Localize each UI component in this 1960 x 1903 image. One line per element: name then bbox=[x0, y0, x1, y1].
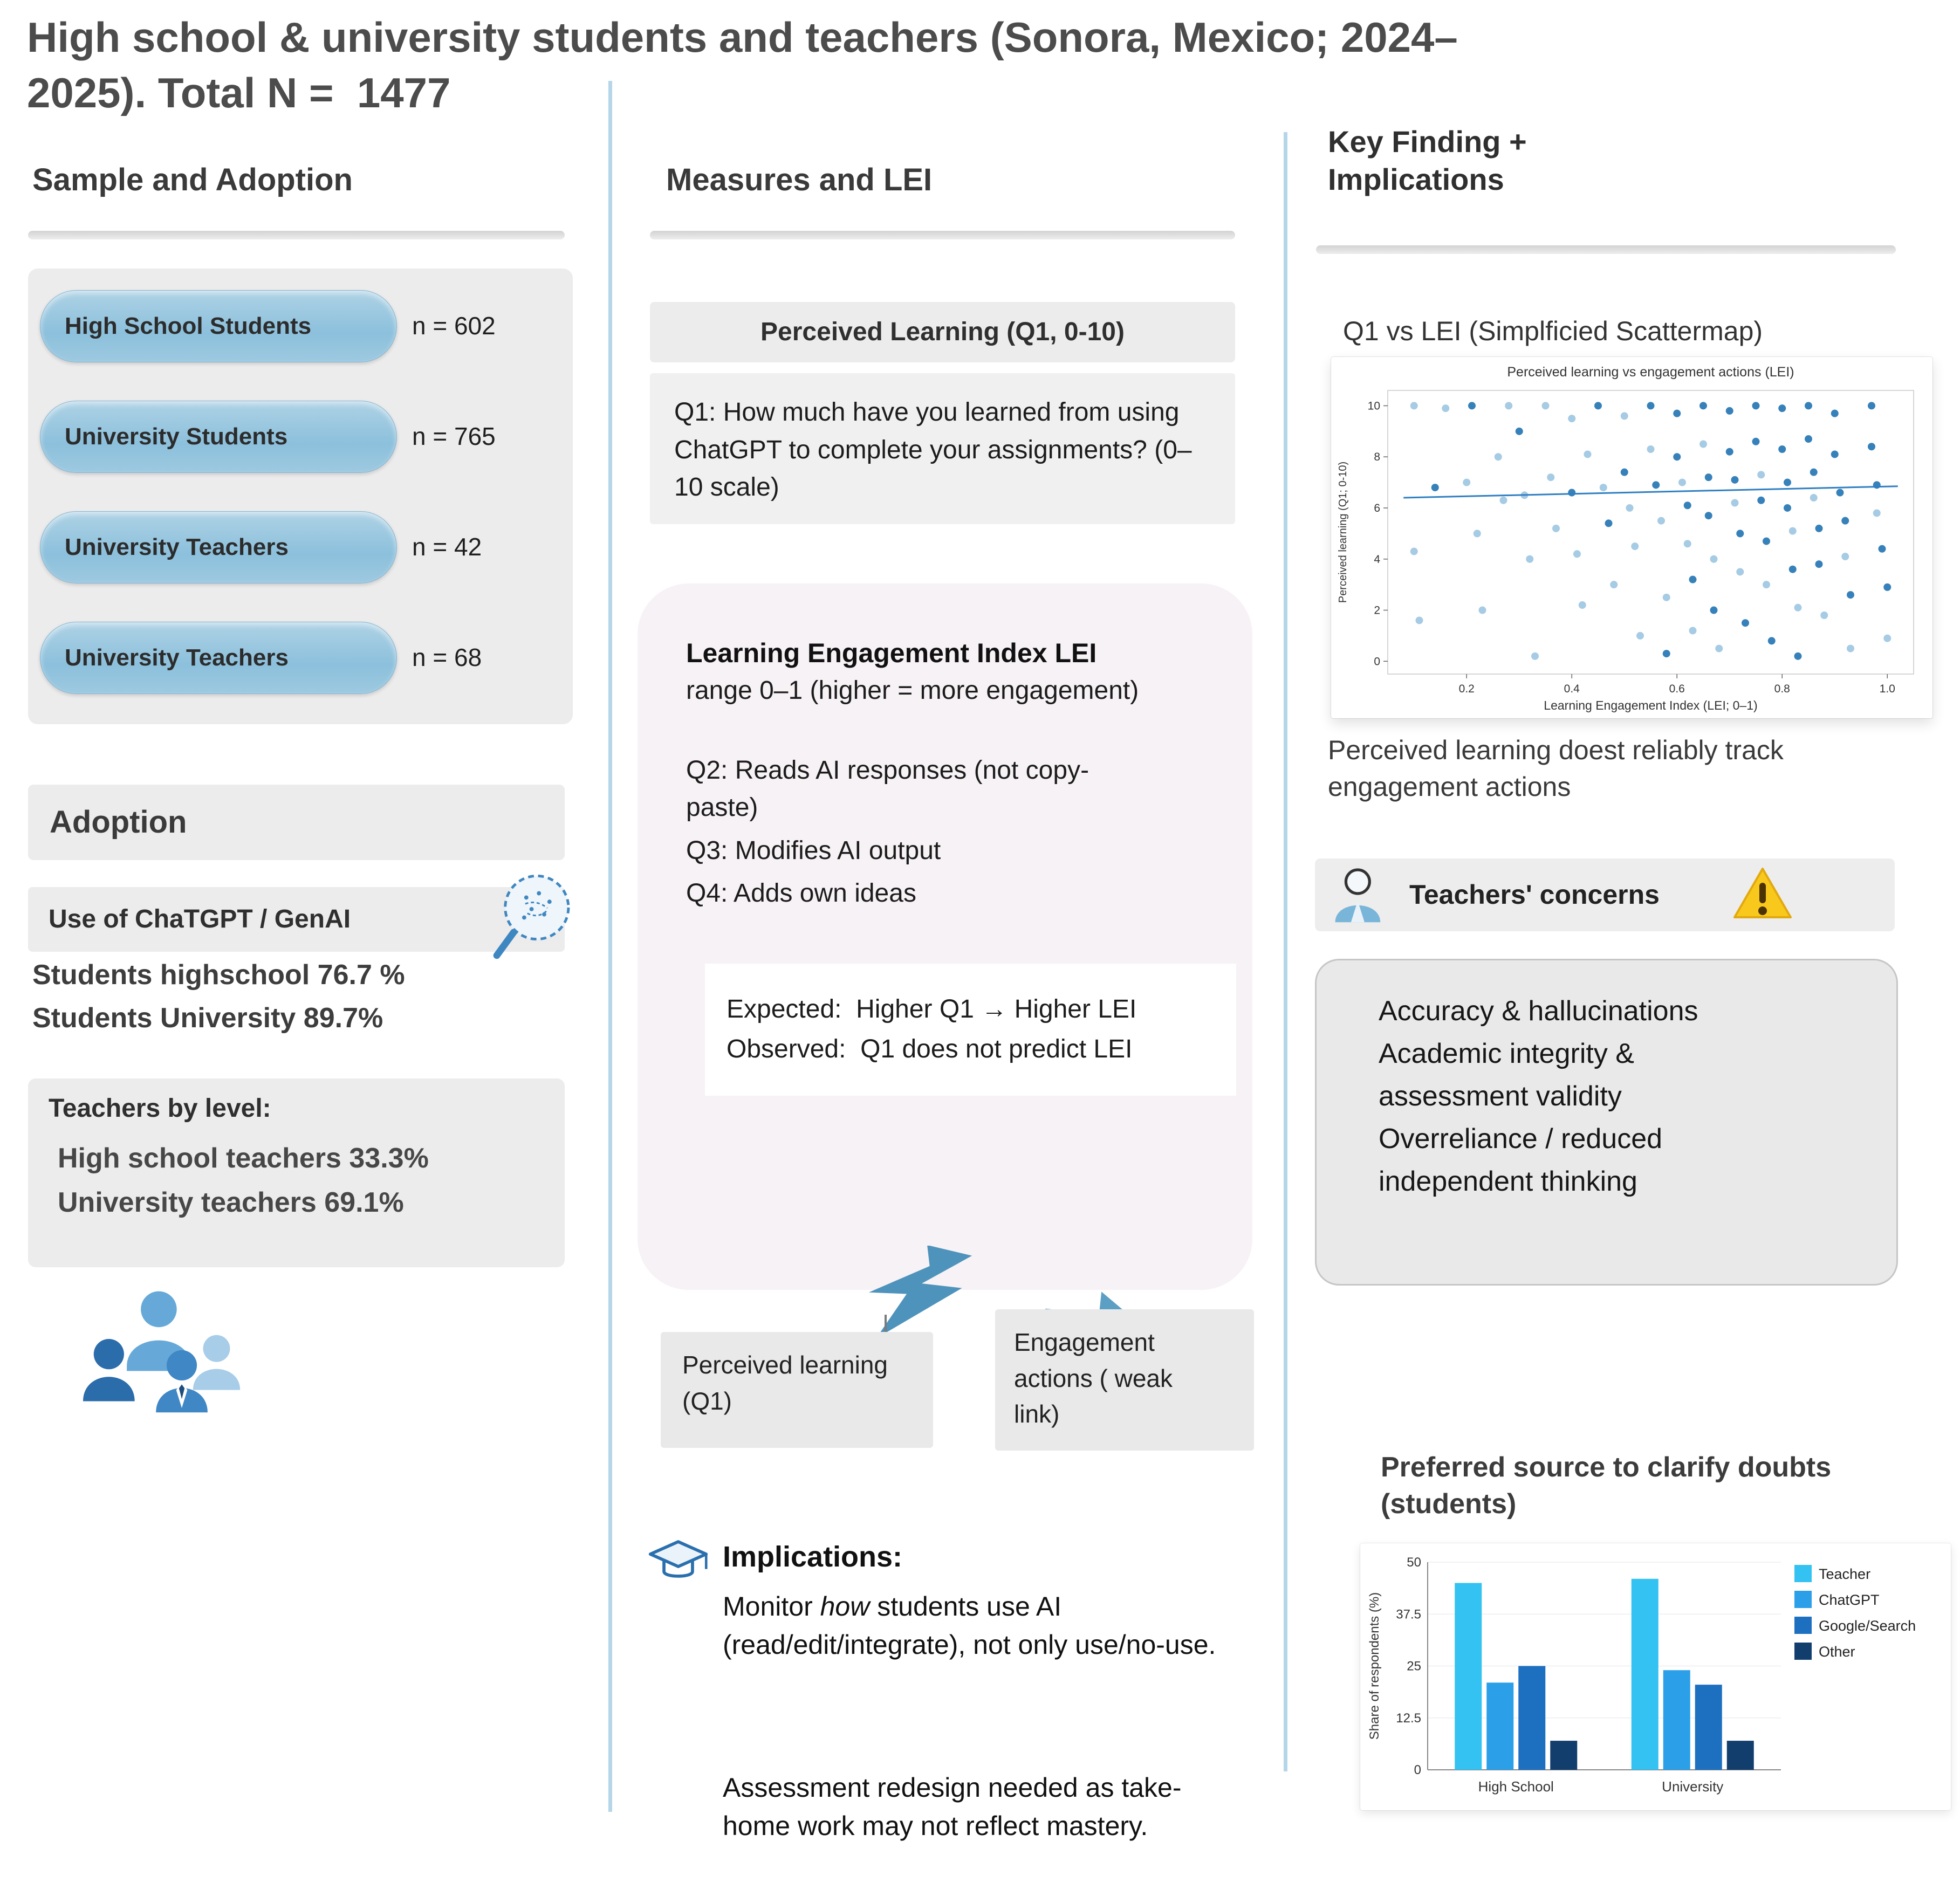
svg-text:2: 2 bbox=[1374, 604, 1380, 617]
right-header-rule bbox=[1316, 245, 1896, 254]
group-n: n = 602 bbox=[412, 312, 496, 340]
teachers-university-stat: University teachers 69.1% bbox=[58, 1187, 404, 1218]
group-pill bbox=[40, 401, 397, 473]
lei-q4: Q4: Adds own ideas bbox=[686, 879, 916, 908]
group-n: n = 68 bbox=[412, 643, 482, 671]
svg-text:50: 50 bbox=[1407, 1555, 1421, 1570]
implication-1 bbox=[723, 1588, 1224, 1664]
engagement-actions-node bbox=[995, 1309, 1254, 1451]
sample-panel bbox=[28, 269, 573, 724]
left-header-rule bbox=[28, 231, 565, 239]
implication-1-pre: Monitor bbox=[723, 1591, 820, 1622]
group-row bbox=[28, 622, 573, 693]
perceived-learning-node-label: Perceived learning (Q1) bbox=[682, 1351, 888, 1415]
engagement-actions-node-label: Engagement actions ( weak link) bbox=[1014, 1328, 1173, 1428]
svg-text:Learning Engagement Index (LEI: Learning Engagement Index (LEI; 0–1) bbox=[1544, 698, 1758, 712]
teachers-concerns-box bbox=[1315, 959, 1898, 1286]
svg-text:0.2: 0.2 bbox=[1458, 683, 1475, 695]
q1-text: Q1: How much have you learned from using ChatGPT to complete your assignments? (0–10 scale) bbox=[674, 398, 1192, 502]
lei-q3: Q3: Modifies AI output bbox=[686, 836, 941, 865]
scatter-chart-panel bbox=[1331, 357, 1932, 718]
middle-column-header: Measures and LEI bbox=[666, 162, 933, 197]
scatter-note: Perceived learning doest reliably track engagement actions bbox=[1328, 735, 1784, 802]
warning-triangle-icon bbox=[1730, 864, 1795, 924]
group-label: High School Students bbox=[65, 313, 312, 339]
svg-text:0.8: 0.8 bbox=[1774, 683, 1790, 695]
bar-chart-heading: Preferred source to clarify doubts (students) bbox=[1381, 1452, 1832, 1520]
group-label: University Students bbox=[65, 423, 288, 450]
lei-title: Learning Engagement Index LEI bbox=[686, 638, 1097, 668]
bar-chart bbox=[1360, 1543, 1951, 1810]
left-column-header: Sample and Adoption bbox=[32, 162, 353, 197]
group-label: University Teachers bbox=[65, 534, 289, 560]
expected-line: Expected: Higher Q1 → Higher LEI bbox=[727, 994, 1137, 1023]
perceived-learning-node bbox=[661, 1332, 933, 1448]
implication-1-post: students use AI (read/edit/integrate), not only use/no-use. bbox=[723, 1591, 1216, 1660]
graduation-cap-icon bbox=[647, 1538, 709, 1586]
svg-text:0.6: 0.6 bbox=[1669, 683, 1685, 695]
implication-1-emphasis: how bbox=[820, 1591, 870, 1622]
lei-container bbox=[638, 583, 1252, 1290]
svg-text:37.5: 37.5 bbox=[1396, 1607, 1421, 1622]
lei-q2: Q2: Reads AI responses (not copy-paste) bbox=[686, 755, 1089, 822]
students-university-stat: Students University 89.7% bbox=[32, 1002, 383, 1034]
teachers-highschool-stat: High school teachers 33.3% bbox=[58, 1143, 429, 1174]
svg-text:Google/Search: Google/Search bbox=[1819, 1618, 1916, 1634]
column-divider-left bbox=[608, 81, 612, 1812]
group-row bbox=[28, 290, 573, 361]
person-icon bbox=[1328, 864, 1390, 924]
column-divider-right bbox=[1284, 132, 1287, 1771]
group-row bbox=[28, 401, 573, 472]
adoption-section bbox=[28, 785, 565, 860]
magnifier-icon bbox=[475, 860, 591, 976]
observed-line: Observed: Q1 does not predict LEI bbox=[727, 1035, 1133, 1064]
concern-item: Academic integrity & assessment validity bbox=[1379, 1038, 1634, 1112]
expected-observed-box bbox=[705, 964, 1236, 1096]
svg-text:6: 6 bbox=[1374, 501, 1380, 514]
svg-text:Share of respondents (%): Share of respondents (%) bbox=[1367, 1592, 1382, 1740]
bar-chart-panel bbox=[1360, 1543, 1951, 1810]
svg-text:0: 0 bbox=[1374, 655, 1380, 668]
svg-text:Teacher: Teacher bbox=[1819, 1566, 1871, 1582]
svg-text:ChatGPT: ChatGPT bbox=[1819, 1592, 1880, 1608]
lei-range: range 0–1 (higher = more engagement) bbox=[686, 676, 1139, 705]
use-genai-label: Use of ChaTGPT / GenAI bbox=[49, 905, 351, 933]
teachers-by-level-title: Teachers by level: bbox=[49, 1094, 271, 1123]
svg-text:High School: High School bbox=[1478, 1778, 1554, 1795]
right-column-header: Key Finding + Implications bbox=[1328, 125, 1527, 196]
concern-item: Overreliance / reduced independent thinking bbox=[1379, 1123, 1663, 1198]
svg-text:Perceived learning (Q1; 0-10): Perceived learning (Q1; 0-10) bbox=[1337, 461, 1349, 603]
svg-text:1.0: 1.0 bbox=[1879, 683, 1895, 695]
middle-header-rule bbox=[650, 231, 1235, 239]
q1-definition-box bbox=[650, 373, 1235, 524]
group-pill bbox=[40, 511, 397, 583]
group-n: n = 765 bbox=[412, 422, 496, 450]
teachers-concerns-title: Teachers' concerns bbox=[1409, 880, 1660, 910]
svg-text:0.4: 0.4 bbox=[1564, 683, 1580, 695]
adoption-header: Adoption bbox=[50, 805, 187, 840]
teachers-by-level-box bbox=[28, 1078, 565, 1267]
svg-text:University: University bbox=[1662, 1778, 1724, 1795]
teachers-concerns-strip bbox=[1315, 858, 1895, 931]
scatter-heading: Q1 vs LEI (Simplficied Scattermap) bbox=[1343, 316, 1763, 346]
group-n: n = 42 bbox=[412, 533, 482, 561]
svg-text:Other: Other bbox=[1819, 1644, 1855, 1660]
svg-text:4: 4 bbox=[1374, 553, 1380, 566]
scatter-chart bbox=[1331, 357, 1932, 718]
people-group-icon bbox=[70, 1282, 264, 1423]
implication-2: Assessment redesign needed as take-home work may not reflect mastery. bbox=[723, 1773, 1182, 1841]
group-pill bbox=[40, 290, 397, 362]
perceived-learning-box bbox=[650, 302, 1235, 362]
group-row bbox=[28, 511, 573, 582]
concern-item: Accuracy & hallucinations bbox=[1379, 995, 1698, 1027]
group-pill bbox=[40, 622, 397, 694]
svg-text:0: 0 bbox=[1414, 1763, 1421, 1777]
svg-text:10: 10 bbox=[1367, 400, 1380, 413]
page-title: High school & university students and teachers (Sonora, Mexico; 2024–2025). Total N = 1477 bbox=[27, 13, 1458, 116]
svg-text:12.5: 12.5 bbox=[1396, 1710, 1421, 1726]
students-highschool-stat: Students highschool 76.7 % bbox=[32, 959, 405, 991]
implications-title: Implications: bbox=[723, 1541, 903, 1573]
svg-text:25: 25 bbox=[1407, 1659, 1421, 1674]
svg-text:8: 8 bbox=[1374, 451, 1380, 464]
group-label: University Teachers bbox=[65, 644, 289, 671]
perceived-learning-title: Perceived Learning (Q1, 0-10) bbox=[760, 318, 1125, 346]
svg-text:Perceived learning vs engageme: Perceived learning vs engagement actions (LEI) bbox=[1507, 365, 1794, 380]
